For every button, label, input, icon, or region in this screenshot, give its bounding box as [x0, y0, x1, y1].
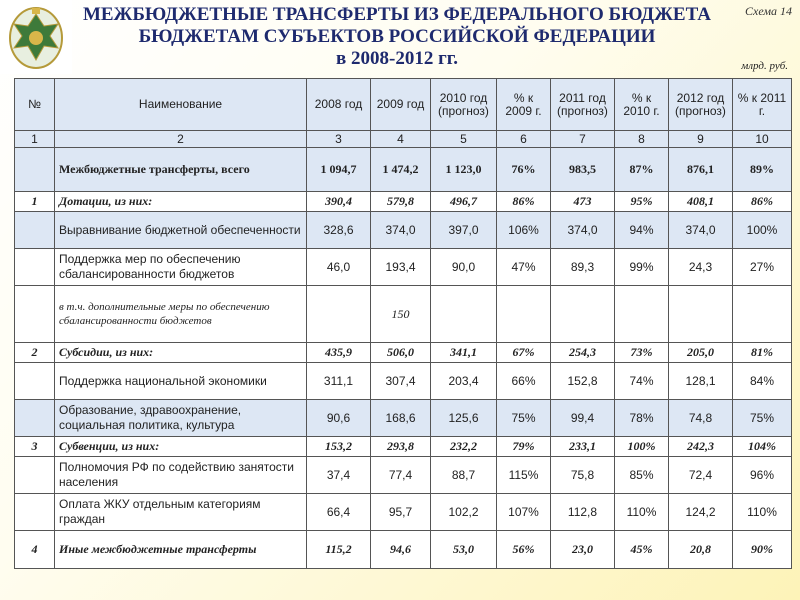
- row-number: 4: [15, 531, 55, 569]
- percent-2010: 56%: [497, 531, 551, 569]
- row-number: [15, 363, 55, 400]
- row-number: [15, 457, 55, 494]
- value-2012: 374,0: [669, 212, 733, 249]
- row-name: Субсидии, из них:: [55, 343, 307, 363]
- percent-2011: 95%: [615, 192, 669, 212]
- table-row: [15, 531, 792, 569]
- table-row: [15, 494, 792, 531]
- value-2009: 579,8: [371, 192, 431, 212]
- value-2009: 307,4: [371, 363, 431, 400]
- row-number: [15, 148, 55, 192]
- header-cell: % к 2010 г.: [615, 79, 669, 131]
- units-label: млрд. руб.: [741, 60, 788, 72]
- value-2010: 341,1: [431, 343, 497, 363]
- row-name: Полномочия РФ по содействию занятости населения: [55, 457, 307, 494]
- percent-2010: 107%: [497, 494, 551, 531]
- value-2010: 125,6: [431, 400, 497, 437]
- value-2008: 311,1: [307, 363, 371, 400]
- table-row: [15, 192, 792, 212]
- value-2009: 95,7: [371, 494, 431, 531]
- table-row: [15, 400, 792, 437]
- column-number-cell: 3: [307, 131, 371, 148]
- title-line-1: МЕЖБЮДЖЕТНЫЕ ТРАНСФЕРТЫ ИЗ ФЕДЕРАЛЬНОГО БЮДЖЕТА: [82, 4, 712, 25]
- percent-2012: 104%: [733, 437, 792, 457]
- percent-2010: 76%: [497, 148, 551, 192]
- percent-2012: 27%: [733, 249, 792, 286]
- title-line-3: в 2008-2012 гг.: [336, 48, 458, 69]
- percent-2011: 73%: [615, 343, 669, 363]
- value-2011: 99,4: [551, 400, 615, 437]
- value-2008: 1 094,7: [307, 148, 371, 192]
- value-2012: 72,4: [669, 457, 733, 494]
- percent-2010: 67%: [497, 343, 551, 363]
- value-2009: 1 474,2: [371, 148, 431, 192]
- value-2008: 66,4: [307, 494, 371, 531]
- percent-2010: 66%: [497, 363, 551, 400]
- table-row: [15, 148, 792, 192]
- value-2009: 193,4: [371, 249, 431, 286]
- value-2012: 205,0: [669, 343, 733, 363]
- header-row: [15, 79, 792, 131]
- value-2012: 124,2: [669, 494, 733, 531]
- row-number: 2: [15, 343, 55, 363]
- percent-2011: 85%: [615, 457, 669, 494]
- row-number: 3: [15, 437, 55, 457]
- header-cell: Наименование: [55, 79, 307, 131]
- percent-2012: 90%: [733, 531, 792, 569]
- value-2010: 496,7: [431, 192, 497, 212]
- percent-2011: 87%: [615, 148, 669, 192]
- title-line-2: БЮДЖЕТАМ СУБЪЕКТОВ РОССИЙСКОЙ ФЕДЕРАЦИИ: [138, 26, 656, 47]
- header-cell: 2011 год (прогноз): [551, 79, 615, 131]
- header-cell: 2010 год (прогноз): [431, 79, 497, 131]
- value-2011: 983,5: [551, 148, 615, 192]
- percent-2012: 86%: [733, 192, 792, 212]
- header-cell: % к 2009 г.: [497, 79, 551, 131]
- row-number: [15, 212, 55, 249]
- column-number-cell: 1: [15, 131, 55, 148]
- table-row: [15, 363, 792, 400]
- value-2010: 397,0: [431, 212, 497, 249]
- transfers-table: [14, 78, 792, 569]
- column-number-cell: 6: [497, 131, 551, 148]
- value-2008: 153,2: [307, 437, 371, 457]
- row-name: Оплата ЖКУ отдельным категориям граждан: [55, 494, 307, 531]
- page-title: [72, 4, 722, 70]
- percent-2011: 94%: [615, 212, 669, 249]
- value-2010: 53,0: [431, 531, 497, 569]
- percent-2010: 75%: [497, 400, 551, 437]
- percent-2010: 106%: [497, 212, 551, 249]
- header-cell: 2009 год: [371, 79, 431, 131]
- column-number-cell: 10: [733, 131, 792, 148]
- table-row: [15, 212, 792, 249]
- value-2011: 152,8: [551, 363, 615, 400]
- row-number: 1: [15, 192, 55, 212]
- percent-2010: 79%: [497, 437, 551, 457]
- column-number-cell: 2: [55, 131, 307, 148]
- value-2010: [431, 286, 497, 343]
- column-number-cell: 4: [371, 131, 431, 148]
- row-name: Иные межбюджетные трансферты: [55, 531, 307, 569]
- value-2009: 77,4: [371, 457, 431, 494]
- value-2011: 89,3: [551, 249, 615, 286]
- percent-2011: 78%: [615, 400, 669, 437]
- header-cell: №: [15, 79, 55, 131]
- column-number-cell: 8: [615, 131, 669, 148]
- header-cell: 2012 год (прогноз): [669, 79, 733, 131]
- percent-2012: 84%: [733, 363, 792, 400]
- percent-2010: 86%: [497, 192, 551, 212]
- percent-2012: 110%: [733, 494, 792, 531]
- value-2009: 94,6: [371, 531, 431, 569]
- percent-2012: 81%: [733, 343, 792, 363]
- table-row: [15, 457, 792, 494]
- value-2008: 435,9: [307, 343, 371, 363]
- value-2008: 390,4: [307, 192, 371, 212]
- value-2010: 102,2: [431, 494, 497, 531]
- column-number-row: [15, 131, 792, 148]
- value-2008: 46,0: [307, 249, 371, 286]
- percent-2011: [615, 286, 669, 343]
- value-2012: 876,1: [669, 148, 733, 192]
- value-2012: 24,3: [669, 249, 733, 286]
- percent-2012: 89%: [733, 148, 792, 192]
- percent-2010: 47%: [497, 249, 551, 286]
- column-number-cell: 5: [431, 131, 497, 148]
- row-number: [15, 494, 55, 531]
- percent-2011: 110%: [615, 494, 669, 531]
- row-number: [15, 286, 55, 343]
- value-2008: [307, 286, 371, 343]
- value-2009: 506,0: [371, 343, 431, 363]
- value-2008: 90,6: [307, 400, 371, 437]
- percent-2010: [497, 286, 551, 343]
- table-row: [15, 343, 792, 363]
- value-2012: 242,3: [669, 437, 733, 457]
- row-number: [15, 249, 55, 286]
- value-2011: 374,0: [551, 212, 615, 249]
- value-2009: 293,8: [371, 437, 431, 457]
- table-row: [15, 286, 792, 343]
- row-name: Субвенции, из них:: [55, 437, 307, 457]
- value-2010: 232,2: [431, 437, 497, 457]
- value-2008: 37,4: [307, 457, 371, 494]
- row-name: Образование, здравоохранение, социальная политика, культура: [55, 400, 307, 437]
- percent-2011: 74%: [615, 363, 669, 400]
- percent-2011: 45%: [615, 531, 669, 569]
- table-row: [15, 249, 792, 286]
- value-2009: 150: [371, 286, 431, 343]
- percent-2012: 75%: [733, 400, 792, 437]
- value-2011: 233,1: [551, 437, 615, 457]
- value-2011: 75,8: [551, 457, 615, 494]
- value-2008: 328,6: [307, 212, 371, 249]
- value-2012: 20,8: [669, 531, 733, 569]
- column-number-cell: 7: [551, 131, 615, 148]
- column-number-cell: 9: [669, 131, 733, 148]
- value-2012: 408,1: [669, 192, 733, 212]
- row-name: Дотации, из них:: [55, 192, 307, 212]
- emblem-logo: [0, 0, 72, 74]
- value-2011: [551, 286, 615, 343]
- percent-2012: 100%: [733, 212, 792, 249]
- value-2011: 23,0: [551, 531, 615, 569]
- value-2010: 1 123,0: [431, 148, 497, 192]
- value-2009: 168,6: [371, 400, 431, 437]
- value-2012: [669, 286, 733, 343]
- value-2008: 115,2: [307, 531, 371, 569]
- percent-2011: 100%: [615, 437, 669, 457]
- value-2012: 74,8: [669, 400, 733, 437]
- value-2010: 90,0: [431, 249, 497, 286]
- row-name: в т.ч. дополнительные меры по обеспечению сбалансированности бюджетов: [55, 286, 307, 343]
- row-name: Выравнивание бюджетной обеспеченности: [55, 212, 307, 249]
- row-name: Поддержка мер по обеспечению сбалансированности бюджетов: [55, 249, 307, 286]
- row-number: [15, 400, 55, 437]
- percent-2012: [733, 286, 792, 343]
- row-name: Поддержка национальной экономики: [55, 363, 307, 400]
- value-2011: 473: [551, 192, 615, 212]
- header-cell: 2008 год: [307, 79, 371, 131]
- value-2010: 88,7: [431, 457, 497, 494]
- schema-label: Схема 14: [744, 4, 792, 18]
- value-2009: 374,0: [371, 212, 431, 249]
- percent-2012: 96%: [733, 457, 792, 494]
- percent-2011: 99%: [615, 249, 669, 286]
- value-2011: 112,8: [551, 494, 615, 531]
- value-2011: 254,3: [551, 343, 615, 363]
- header-cell: % к 2011 г.: [733, 79, 792, 131]
- row-name: Межбюджетные трансферты, всего: [55, 148, 307, 192]
- value-2012: 128,1: [669, 363, 733, 400]
- percent-2010: 115%: [497, 457, 551, 494]
- value-2010: 203,4: [431, 363, 497, 400]
- table-row: [15, 437, 792, 457]
